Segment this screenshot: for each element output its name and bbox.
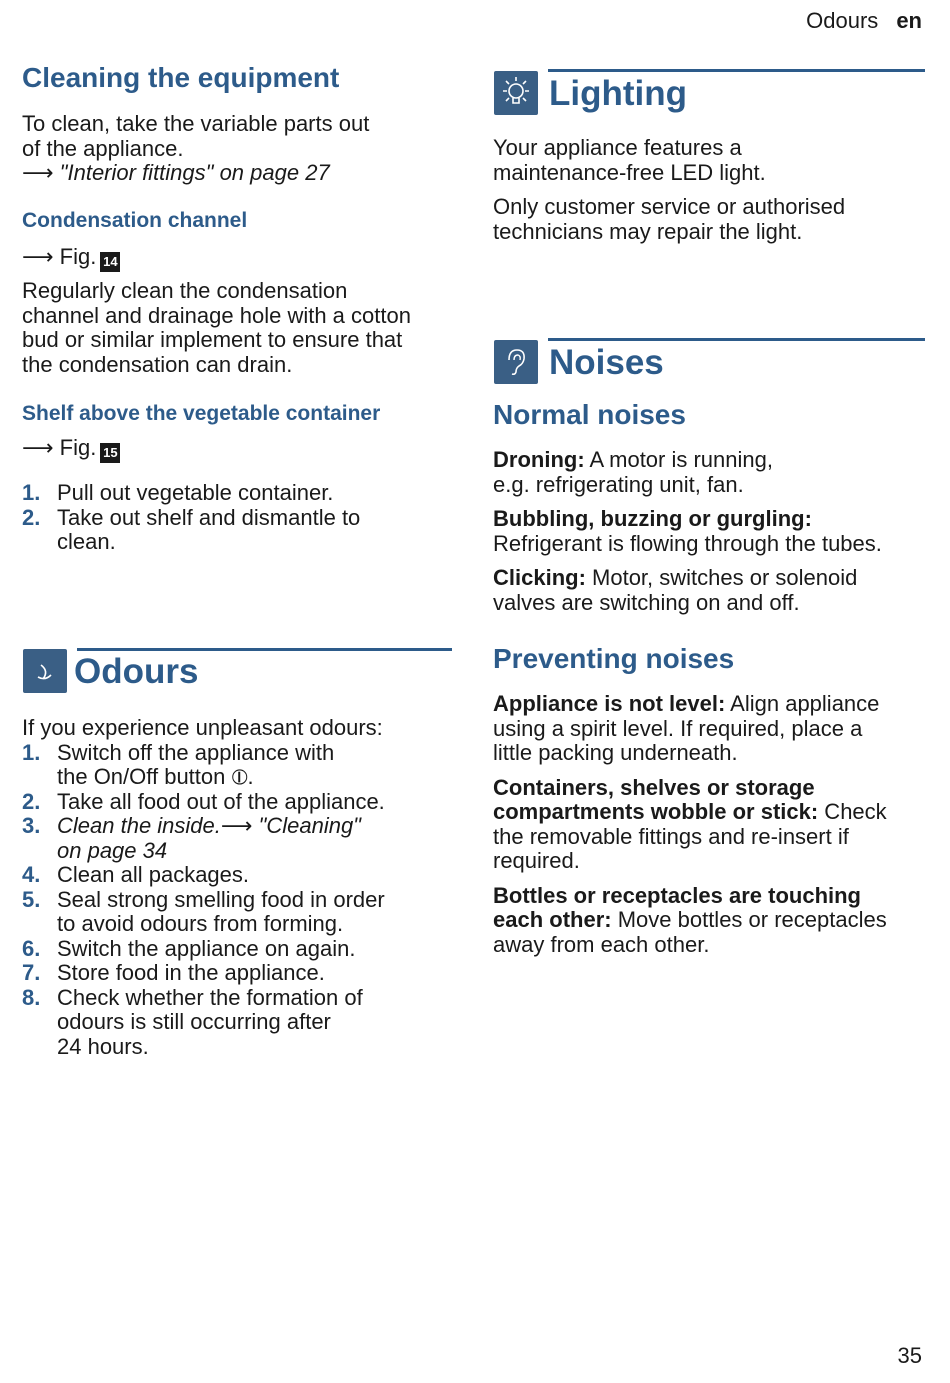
- prevent-item: away from each other.: [493, 931, 710, 957]
- prevent-item: [493, 800, 925, 825]
- list-item: [22, 506, 452, 555]
- prevent-term: compartments wobble or stick:: [493, 799, 819, 824]
- shelf-steps: [22, 481, 452, 555]
- list-item: [22, 814, 452, 863]
- noise-item: [493, 507, 925, 532]
- noise-item: [493, 448, 925, 473]
- prevent-item: little packing underneath.: [493, 740, 738, 765]
- prevent-item: [493, 692, 925, 717]
- condensation-line: Regularly clean the condensation: [22, 278, 348, 303]
- cleaning-line-1: To clean, take the variable parts out: [22, 111, 370, 136]
- noise-item: e.g. refrigerating unit, fan.: [493, 471, 744, 497]
- step-number: 2.: [22, 788, 41, 814]
- condensation-text: [22, 279, 452, 377]
- odour-icon: [23, 649, 67, 693]
- step-text: Clean all packages.: [57, 862, 250, 887]
- step-text: Seal strong smelling food in order: [57, 886, 385, 912]
- step-text: Take out shelf and dismantle to: [57, 504, 361, 530]
- cleaning-ref[interactable]: [22, 161, 452, 186]
- list-item: [22, 741, 452, 790]
- fig-label: Fig.: [59, 244, 97, 269]
- condensation-line: bud or similar implement to ensure that: [22, 327, 403, 352]
- noises-rule: [548, 338, 925, 341]
- step-text: Store food in the appliance.: [57, 960, 325, 985]
- step-text: Check whether the formation of: [57, 984, 363, 1010]
- noises-heading: Noises: [549, 343, 664, 382]
- noise-text: A motor is running,: [584, 447, 773, 472]
- step-text: the On/Off button ⦶.: [57, 764, 254, 789]
- step-number: 1.: [22, 480, 41, 505]
- step-text[interactable]: on page 34: [57, 837, 168, 863]
- header-section: Odours: [806, 8, 879, 33]
- prevent-item: the removable fittings and re-insert if: [493, 823, 849, 849]
- lightbulb-icon: [494, 71, 538, 115]
- ear-icon: [494, 340, 538, 384]
- lighting-line: maintenance-free LED light.: [493, 159, 766, 185]
- cleaning-line-2: of the appliance.: [22, 135, 184, 161]
- prevent-item: [493, 908, 925, 933]
- list-item: [22, 863, 452, 888]
- header-language: en: [896, 8, 922, 33]
- step-number: 7.: [22, 960, 41, 985]
- prevent-item: using a spirit level. If required, place a: [493, 715, 863, 741]
- step-number: 2.: [22, 504, 41, 530]
- prevent-item: required.: [493, 848, 580, 873]
- noise-text: Motor, switches or solenoid: [585, 565, 858, 590]
- prevent-term: Containers, shelves or storage: [493, 774, 815, 800]
- normal-noises-heading: Normal noises: [493, 399, 686, 430]
- odours-intro: If you experience unpleasant odours:: [22, 715, 383, 740]
- lighting-heading: Lighting: [549, 74, 688, 113]
- step-text: Switch off the appliance with: [57, 739, 335, 765]
- step-text: clean.: [57, 529, 116, 554]
- list-item: [22, 986, 452, 1060]
- prevent-term: Appliance is not level:: [493, 691, 726, 716]
- noise-term: Bubbling, buzzing or gurgling:: [493, 506, 812, 531]
- step-number: 5.: [22, 886, 41, 912]
- noise-term: Clicking:: [493, 565, 586, 590]
- noise-item: valves are switching on and off.: [493, 589, 800, 615]
- step-number: 1.: [22, 739, 41, 765]
- cleaning-heading: Cleaning the equipment: [22, 62, 340, 93]
- figure-number-badge: 15: [100, 443, 120, 463]
- noise-item: Refrigerant is flowing through the tubes.: [493, 530, 882, 556]
- cross-reference-link[interactable]: "Interior fittings" on page 27: [59, 160, 330, 185]
- step-text: Pull out vegetable container.: [57, 480, 334, 505]
- prevent-term: each other:: [493, 907, 612, 932]
- lighting-line: Only customer service or authorised: [493, 194, 846, 219]
- lighting-body: [493, 136, 925, 244]
- arrow-icon: ⟶: [22, 435, 54, 460]
- odours-body: [22, 716, 452, 1059]
- lighting-line: Your appliance features a: [493, 135, 742, 160]
- condensation-heading: Condensation channel: [22, 209, 248, 232]
- preventing-noises-heading: Preventing noises: [493, 643, 735, 674]
- prevent-term: Bottles or receptacles are touching: [493, 882, 861, 908]
- lighting-line: technicians may repair the light.: [493, 218, 803, 244]
- step-text: 24 hours.: [57, 1033, 149, 1059]
- cleaning-text: [22, 112, 452, 186]
- list-item: [22, 481, 452, 506]
- running-header: [806, 8, 922, 34]
- preventing-noises-body: [493, 692, 925, 957]
- noise-term: Droning:: [493, 447, 585, 472]
- step-text: Switch the appliance on again.: [57, 935, 356, 961]
- shelf-fig-ref: [22, 436, 452, 463]
- prevent-text: Check: [818, 799, 887, 824]
- step-number: 4.: [22, 862, 41, 887]
- odours-heading: Odours: [74, 652, 199, 691]
- list-item: [22, 961, 452, 986]
- condensation-fig-ref: [22, 245, 452, 272]
- lighting-rule: [548, 69, 925, 72]
- normal-noises-body: [493, 448, 925, 615]
- step-text: Take all food out of the appliance.: [57, 788, 385, 814]
- prevent-text: Move bottles or receptacles: [611, 907, 887, 932]
- fig-label: Fig.: [59, 435, 97, 460]
- step-number: 8.: [22, 984, 41, 1010]
- odours-steps: [22, 741, 452, 1060]
- shelf-heading: Shelf above the vegetable container: [22, 402, 381, 425]
- noise-item: [493, 566, 925, 591]
- page-number: 35: [897, 1343, 922, 1368]
- step-text[interactable]: Clean the inside.⟶ "Cleaning": [57, 813, 361, 838]
- list-item: [22, 888, 452, 937]
- step-number: 6.: [22, 935, 41, 961]
- figure-number-badge: 14: [100, 252, 120, 272]
- prevent-text: Align appliance: [725, 691, 880, 716]
- list-item: [22, 790, 452, 815]
- condensation-line: channel and drainage hole with a cotton: [22, 302, 411, 328]
- arrow-icon: ⟶: [22, 160, 54, 185]
- step-text: to avoid odours from forming.: [57, 911, 344, 936]
- arrow-icon: ⟶: [22, 244, 54, 269]
- list-item: [22, 937, 452, 962]
- step-number: 3.: [22, 813, 41, 838]
- condensation-line: the condensation can drain.: [22, 351, 293, 377]
- step-text: odours is still occurring after: [57, 1009, 331, 1034]
- odours-rule: [77, 648, 452, 651]
